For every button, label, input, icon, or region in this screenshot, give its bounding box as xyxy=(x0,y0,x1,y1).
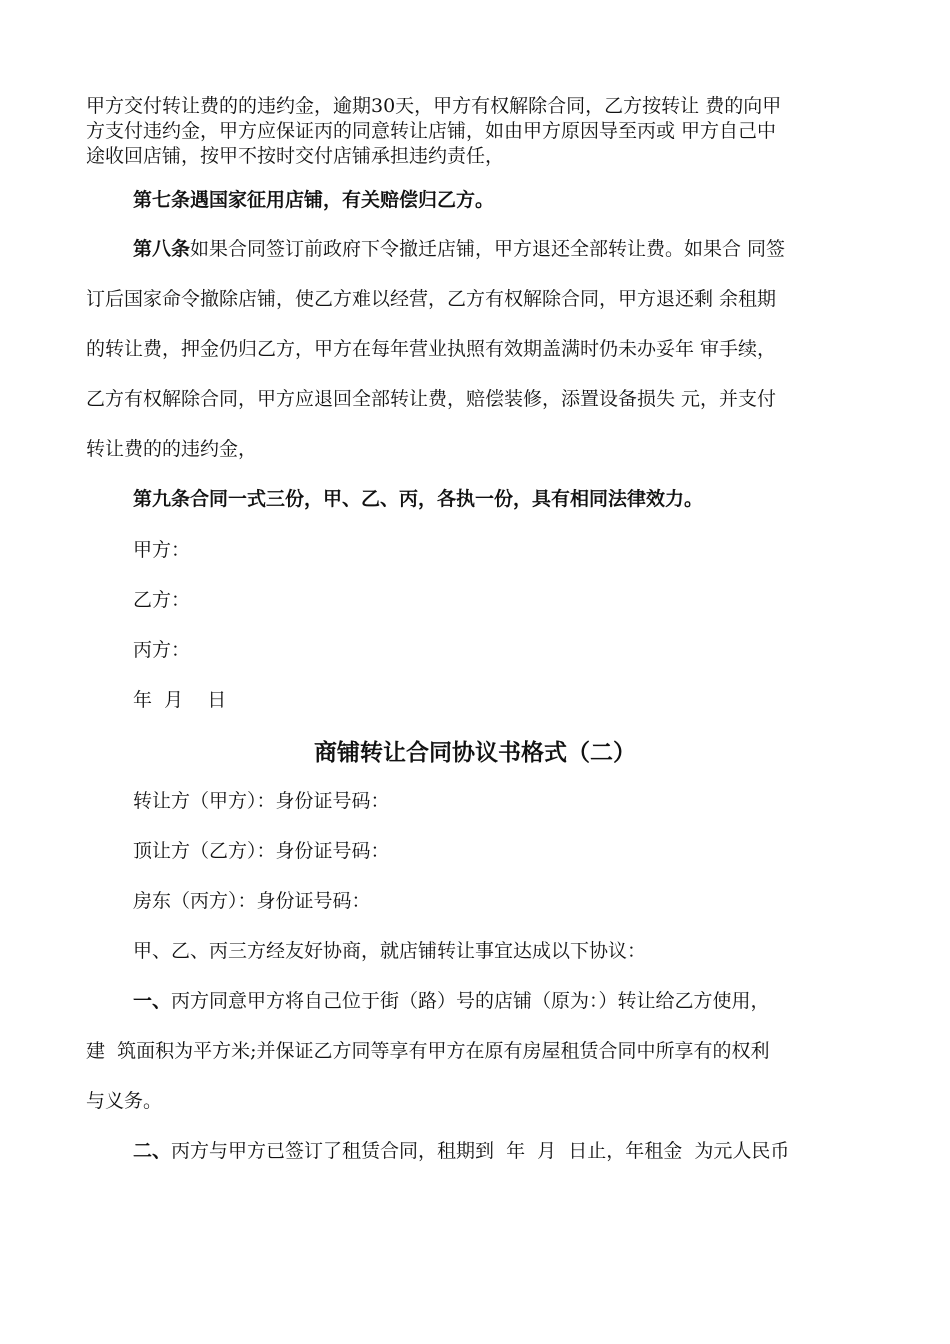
section-title: 商铺转让合同协议书格式（二） xyxy=(314,739,636,766)
transferee-line: 顶让方（乙方）：身份证号码： xyxy=(133,840,390,862)
transferor-line: 转让方（甲方）：身份证号码： xyxy=(133,790,390,812)
signature-party-a: 甲方： xyxy=(133,539,191,561)
signature-date: 年 月 日 xyxy=(133,689,227,711)
paragraph-line: 的转让费，押金仍归乙方，甲方在每年营业执照有效期盖满时仍未办妥年 审手续， xyxy=(86,338,777,360)
paragraph-line: 建 筑面积为平方米;并保证乙方同等享有甲方在原有房屋租赁合同中所享有的权利 xyxy=(86,1040,770,1062)
article-9: 第九条合同一式三份，甲、乙、丙，各执一份，具有相同法律效力。 xyxy=(133,488,704,510)
paragraph-line: 甲方交付转让费的的违约金，逾期30天，甲方有权解除合同，乙方按转让 费的向甲 xyxy=(86,95,782,117)
paragraph-line: 订后国家命令撤除店铺，使乙方难以经营，乙方有权解除合同，甲方退还剩 余租期 xyxy=(86,288,777,310)
article-7: 第七条遇国家征用店铺，有关赔偿归乙方。 xyxy=(133,189,495,211)
article-8-heading: 第八条 xyxy=(133,238,191,260)
paragraph-line: 转让费的的违约金， xyxy=(86,438,258,460)
signature-party-c: 丙方： xyxy=(133,639,191,661)
article-8-text: 如果合同签订前政府下令撤迁店铺，甲方退还全部转让费。如果合 同签 xyxy=(190,238,786,260)
clause-1-heading: 一、 xyxy=(133,990,172,1012)
clause-1-line-1 xyxy=(133,989,770,1013)
clause-1-text: 丙方同意甲方将自己位于街（路）号的店铺（原为：）转让给乙方使用， xyxy=(171,990,770,1012)
article-8-line-1 xyxy=(133,237,785,261)
landlord-line: 房东（丙方）：身份证号码： xyxy=(133,890,371,912)
intro-paragraph: 甲、乙、丙三方经友好协商，就店铺转让事宜达成以下协议： xyxy=(133,940,647,962)
clause-2-heading: 二、 xyxy=(133,1140,172,1162)
paragraph-line: 与义务。 xyxy=(86,1090,163,1112)
clause-2-text: 丙方与甲方已签订了租赁合同，租期到 年 月 日止，年租金 为元人民币 xyxy=(171,1140,790,1162)
paragraph-line: 方支付违约金，甲方应保证丙的同意转让店铺，如由甲方原因导至丙或 甲方自己中 xyxy=(86,120,777,142)
clause-2-line-1 xyxy=(133,1139,789,1163)
paragraph-line: 乙方有权解除合同，甲方应退回全部转让费，赔偿装修，添置设备损失 元，并支付 xyxy=(86,388,777,410)
paragraph-line: 途收回店铺，按甲不按时交付店铺承担违约责任， xyxy=(86,145,505,167)
signature-party-b: 乙方： xyxy=(133,589,191,611)
